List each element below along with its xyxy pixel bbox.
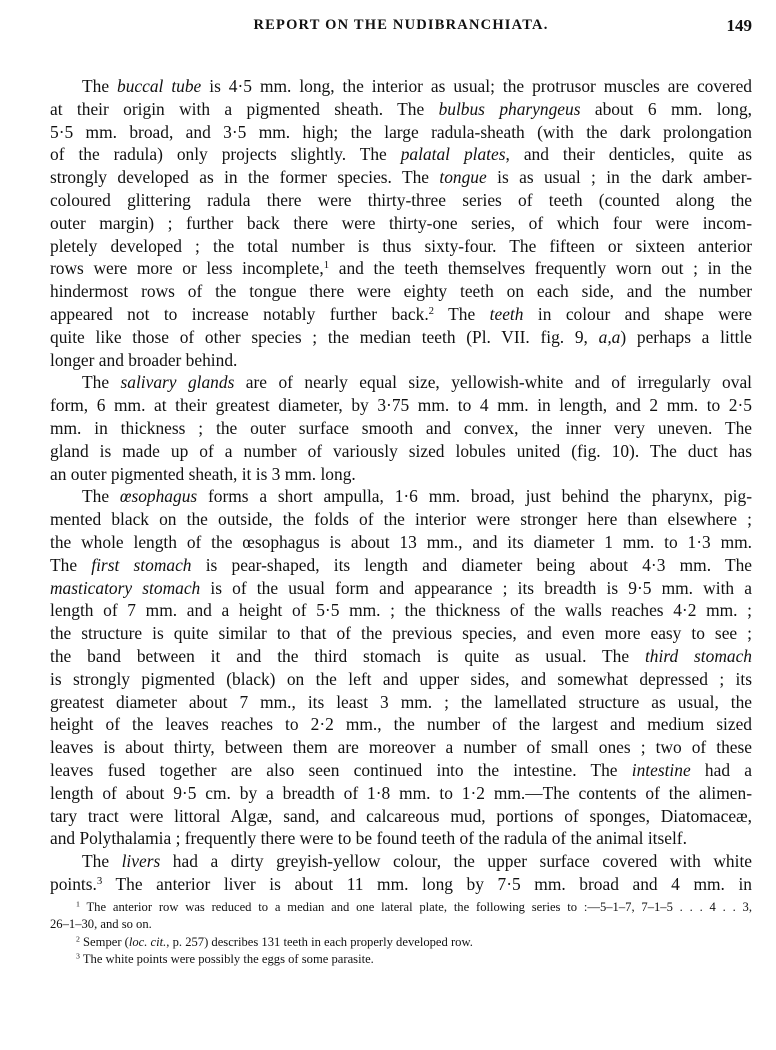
text-line — [50, 873, 752, 896]
text-run: , p. 257) describes 131 teeth in each properly developed row. — [166, 934, 473, 949]
text-line — [50, 75, 752, 98]
text-run: 26–1–30, and so on. — [50, 917, 152, 932]
text-line — [50, 899, 752, 916]
text-line — [50, 371, 752, 394]
text-run: and the teeth themselves frequently worn out ; in the — [329, 258, 752, 279]
text-line — [50, 166, 752, 189]
text-run: in colour and shape were — [523, 303, 753, 324]
text-run: length of about 9·5 cm. by a breadth of 1·8 mm. to 1·2 mm.—The contents of the alimen- — [50, 782, 752, 803]
text-run: hindermost rows of the tongue there were eighty teeth on each side, and the number — [50, 281, 752, 302]
text-line — [50, 782, 752, 805]
text-line — [50, 554, 752, 577]
italic-term: a,a — [598, 326, 621, 347]
paragraph — [50, 75, 752, 371]
text-run: an outer pigmented sheath, it is 3 mm. long. — [50, 463, 356, 484]
italic-term: buccal tube — [117, 76, 202, 96]
text-run: had a — [690, 759, 752, 780]
italic-term: bulbus pharyngeus — [438, 98, 581, 119]
text-line — [50, 691, 752, 714]
text-line — [50, 850, 752, 873]
footnote — [50, 934, 752, 951]
text-run: of the radula) only projects slightly. The — [50, 144, 401, 165]
text-line — [50, 508, 752, 531]
text-run: ) perhaps a little — [620, 326, 752, 347]
text-run: pletely developed ; the total number is thus sixty-four. The fifteen or sixteen anterior — [50, 235, 752, 256]
text-run: the band between it and the third stomach is quite as usual. The — [50, 645, 645, 666]
page-number: 149 — [726, 16, 752, 35]
text-line — [50, 645, 752, 668]
text-line — [50, 280, 752, 303]
text-line — [50, 805, 752, 828]
text-run: , and their denticles, quite as — [505, 144, 753, 165]
paragraph — [50, 850, 752, 896]
italic-term: intestine — [631, 759, 691, 780]
italic-term: third stomach — [644, 645, 752, 666]
text-line — [50, 394, 752, 417]
text-run: The — [82, 486, 120, 507]
footnote-marker: 3 — [76, 951, 80, 961]
text-run: The — [82, 851, 122, 872]
text-run: is as usual ; in the dark amber- — [486, 167, 752, 188]
italic-term: palatal plates — [400, 144, 506, 165]
text-run: mm. in thickness ; the outer surface smooth and convex, the inner very uneven. The — [50, 417, 752, 438]
text-line — [50, 212, 752, 235]
text-run: had a dirty greyish-yellow colour, the upper surface covered with white — [160, 851, 752, 872]
text-run: 5·5 mm. broad, and 3·5 mm. high; the large radula-sheath (with the dark prolongation — [50, 121, 752, 142]
text-run: The — [82, 76, 118, 96]
text-run: points. — [50, 873, 97, 894]
footnote-marker: 3 — [96, 874, 103, 887]
text-line — [50, 531, 752, 554]
text-run: rows were more or less incomplete, — [50, 258, 324, 279]
text-line — [50, 463, 752, 486]
text-line — [50, 349, 752, 372]
text-line — [50, 143, 752, 166]
text-run: is 4·5 mm. long, the interior as usual; the protrusor muscles are covered — [201, 76, 753, 96]
italic-term: livers — [121, 851, 161, 872]
text-run: leaves is about thirty, between them are moreover a number of small ones ; two of these — [50, 737, 752, 758]
text-line — [50, 827, 752, 850]
footnote-marker: 1 — [323, 259, 330, 272]
page-header — [50, 17, 752, 39]
text-run: The anterior liver is about 11 mm. long by 7·5 mm. broad and 4 mm. in — [102, 873, 752, 894]
text-line — [50, 189, 752, 212]
text-line — [50, 736, 752, 759]
footnotes — [50, 899, 752, 968]
text-run: appeared not to increase notably further back. — [50, 303, 429, 324]
text-line — [50, 257, 752, 280]
running-title: REPORT ON THE NUDIBRANCHIATA. — [253, 17, 549, 33]
text-line — [50, 235, 752, 258]
text-run: at their origin with a pigmented sheath. The — [50, 98, 439, 119]
text-line — [50, 668, 752, 691]
text-run: length of 7 mm. and a height of 5·5 mm. ; the thickness of the walls reaches 4·2 mm. ; — [50, 600, 752, 621]
text-run: quite like those of other species ; the median teeth (Pl. VII. fig. 9, — [50, 326, 599, 347]
text-line — [50, 98, 752, 121]
text-run: form, 6 mm. at their greatest diameter, by 3·75 mm. to 4 mm. in length, and 2 mm. to 2·5 — [50, 395, 752, 416]
text-run: The white points were possibly the eggs of some parasite. — [79, 951, 374, 966]
text-run: about 6 mm. long, — [580, 98, 753, 119]
italic-term: masticatory stomach — [50, 577, 201, 598]
text-line — [50, 417, 752, 440]
text-run: leaves fused together are also seen continued into the intestine. The — [50, 759, 632, 780]
footnote — [50, 951, 752, 968]
text-run: is of the usual form and appearance ; its breadth is 9·5 mm. with a — [200, 577, 752, 598]
footnote-marker: 1 — [76, 899, 80, 909]
footnote — [50, 899, 752, 934]
text-run: height of the leaves reaches to 2·2 mm., the number of the largest and medium sized — [50, 714, 752, 735]
paragraph — [50, 371, 752, 485]
footnote-marker: 2 — [76, 934, 80, 944]
text-run: longer and broader behind. — [50, 349, 238, 370]
italic-term: œsophagus — [119, 486, 198, 507]
text-run: the whole length of the œsophagus is about 13 mm., and its diameter 1 mm. to 1·3 mm. — [50, 531, 752, 552]
text-run: forms a short ampulla, 1·6 mm. broad, just behind the pharynx, pig- — [197, 486, 752, 507]
text-line — [50, 440, 752, 463]
italic-term: teeth — [489, 303, 524, 324]
text-run: the structure is quite similar to that of the previous species, and even more easy to see ; — [50, 623, 752, 644]
text-run: is strongly pigmented (black) on the left and upper sides, and somewhat depressed ; its — [50, 668, 752, 689]
text-run: coloured glittering radula there were thirty-three series of teeth (counted along the — [50, 189, 752, 210]
paragraph — [50, 485, 752, 850]
italic-term: first stomach — [91, 554, 192, 575]
text-line — [50, 916, 752, 933]
text-line — [50, 934, 752, 951]
text-run: mented black on the outside, the folds of the interior were stronger here than elsewhere ; — [50, 509, 752, 530]
text-run: strongly developed as in the former species. The — [50, 167, 440, 188]
body-text — [50, 75, 752, 896]
text-run: and Polythalamia ; frequently there were to be found teeth of the radula of the animal itself. — [50, 828, 687, 849]
text-line — [50, 485, 752, 508]
text-run: gland is made up of a number of variously sized lobules united (fig. 10). The duct has — [50, 440, 752, 461]
text-run: outer margin) ; further back there were thirty-one series, of which four were incom- — [50, 212, 752, 233]
footnote-marker: 2 — [428, 305, 435, 318]
text-line — [50, 326, 752, 349]
text-line — [50, 622, 752, 645]
text-line — [50, 121, 752, 144]
text-line — [50, 599, 752, 622]
italic-term: salivary glands — [120, 372, 235, 393]
text-run: is pear-shaped, its length and diameter being about 4·3 mm. The — [191, 554, 752, 575]
text-line — [50, 577, 752, 600]
text-run: The — [434, 303, 490, 324]
text-line — [50, 759, 752, 782]
text-line — [50, 713, 752, 736]
text-run: greatest diameter about 7 mm., its least 3 mm. ; the lamellated structure as usual, the — [50, 691, 752, 712]
text-run: Semper ( — [79, 934, 129, 949]
text-run: The — [50, 554, 92, 575]
text-run: are of nearly equal size, yellowish-white and of irregularly oval — [234, 372, 752, 393]
text-line — [50, 951, 752, 968]
italic-term: tongue — [439, 167, 487, 188]
text-run: tary tract were littoral Algæ, sand, and calcareous mud, portions of sponges, Diatomaceæ, — [50, 805, 752, 826]
text-line — [50, 303, 752, 326]
italic-term: loc. cit. — [128, 934, 167, 949]
text-run: The anterior row was reduced to a median and one lateral plate, the following series to :—5–1–7, 7–1–5 . . . 4 . . 3, — [79, 900, 752, 914]
text-run: The — [82, 372, 121, 393]
